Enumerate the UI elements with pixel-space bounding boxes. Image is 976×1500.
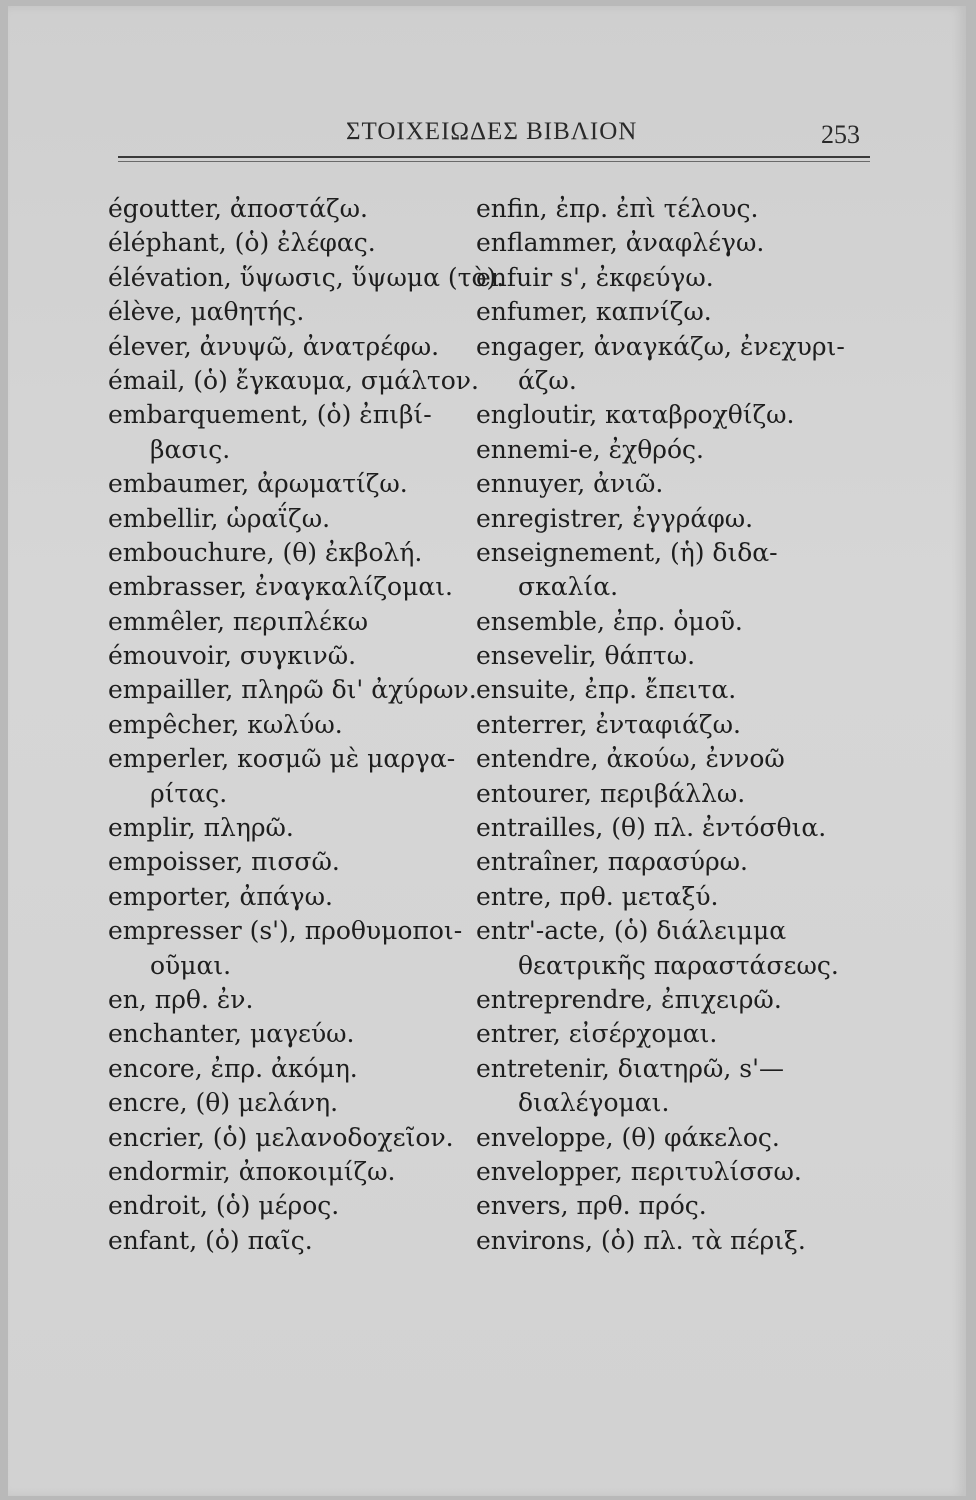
dictionary-entry: entrailles, (θ) πλ. ἐντόσθια. <box>476 813 827 843</box>
dictionary-entry: environs, (ὁ) πλ. τὰ πέριξ. <box>476 1225 806 1255</box>
dictionary-entry: ensuite, ἐπρ. ἔπειτα. <box>476 675 737 705</box>
dictionary-entry: entr'-acte, (ὁ) διάλειμμα <box>476 916 787 946</box>
dictionary-entry: entrer, εἰσέρχομαι. <box>476 1019 718 1049</box>
dictionary-entry-continuation: άζω. <box>518 365 577 395</box>
dictionary-entry: encore, ἐπρ. ἀκόμη. <box>108 1053 358 1083</box>
dictionary-entry: émouvoir, συγκινῶ. <box>108 641 357 671</box>
dictionary-entry: emplir, πληρῶ. <box>108 813 294 843</box>
dictionary-entry: élève, μαθητής. <box>108 297 305 327</box>
dictionary-entry: empresser (s'), προθυμοποι- <box>108 916 463 946</box>
dictionary-entry: enterrer, ἐνταφιάζω. <box>476 709 741 739</box>
dictionary-entry: ennemi-e, ἐχθρός. <box>476 434 704 464</box>
dictionary-entry: émail, (ὁ) ἔγκαυμα, σμάλτον. <box>108 365 479 395</box>
dictionary-entry: enveloppe, (θ) φάκελος. <box>476 1122 780 1152</box>
dictionary-entry: en, πρθ. ἐν. <box>108 984 254 1014</box>
dictionary-entry-continuation: θεατρικῆς παραστάσεως. <box>518 950 839 980</box>
dictionary-entry: encrier, (ὁ) μελανοδοχεῖον. <box>108 1122 454 1152</box>
dictionary-entry: entendre, ἀκούω, ἐννοῶ <box>476 744 785 774</box>
dictionary-entry: entretenir, διατηρῶ, s'— <box>476 1053 784 1083</box>
dictionary-entry: empêcher, κωλύω. <box>108 709 343 739</box>
dictionary-entry: élever, ἀνυψῶ, ἀνατρέφω. <box>108 331 440 361</box>
dictionary-entry-continuation: σκαλία. <box>518 572 619 602</box>
dictionary-entry: envelopper, περιτυλίσσω. <box>476 1156 802 1186</box>
dictionary-entry: embaumer, ἀρωματίζω. <box>108 469 408 499</box>
dictionary-entry: encre, (θ) μελάνη. <box>108 1088 339 1118</box>
dictionary-entry: engager, ἀναγκάζω, ἐνεχυρι- <box>476 331 845 361</box>
dictionary-entry-continuation: βασις. <box>150 434 231 464</box>
dictionary-entry: entraîner, παρασύρω. <box>476 847 748 877</box>
dictionary-entry: enfumer, καπνίζω. <box>476 297 712 327</box>
dictionary-entry-continuation: διαλέγομαι. <box>518 1088 670 1118</box>
dictionary-entry: entourer, περιβάλλω. <box>476 778 746 808</box>
page-number: 253 <box>821 120 860 149</box>
dictionary-entry: ensevelir, θάπτω. <box>476 641 696 671</box>
book-page <box>8 6 966 1496</box>
right-column <box>476 192 856 1258</box>
dictionary-entry: ennuyer, ἀνιῶ. <box>476 469 664 499</box>
dictionary-entry: emperler, κοσμῶ μὲ μαργα- <box>108 744 456 774</box>
dictionary-entry: embarquement, (ὁ) ἐπιβί- <box>108 400 432 430</box>
dictionary-entry: enfant, (ὁ) παῖς. <box>108 1225 313 1255</box>
dictionary-entry: enflammer, ἀναφλέγω. <box>476 228 765 258</box>
header-rule <box>118 156 870 158</box>
dictionary-entry: emporter, ἀπάγω. <box>108 881 333 911</box>
dictionary-entry-continuation: οῦμαι. <box>150 950 232 980</box>
dictionary-entry: empailler, πληρῶ δι' ἀχύρων. <box>108 675 477 705</box>
dictionary-entry: enchanter, μαγεύω. <box>108 1019 355 1049</box>
dictionary-entry: embouchure, (θ) ἐκβολή. <box>108 537 423 567</box>
dictionary-entry: enseignement, (ἡ) διδα- <box>476 537 778 567</box>
running-header: ΣΤΟΙΧΕΙΩΔΕΣ ΒΙΒΛΙΟΝ <box>346 118 638 145</box>
dictionary-entry: entre, πρθ. μεταξύ. <box>476 881 719 911</box>
dictionary-entry: endormir, ἀποκοιμίζω. <box>108 1156 396 1186</box>
header-rule-thin <box>118 161 870 162</box>
dictionary-entry: embellir, ὡραΐζω. <box>108 503 331 533</box>
dictionary-entry: envers, πρθ. πρός. <box>476 1191 707 1221</box>
dictionary-entry: élévation, ὕψωσις, ὕψωμα (τὸ). <box>108 262 505 292</box>
dictionary-entry: emmêler, περιπλέκω <box>108 606 369 636</box>
dictionary-entry: éléphant, (ὁ) ἐλέφας. <box>108 228 376 258</box>
dictionary-entry-continuation: ρίτας. <box>150 778 228 808</box>
dictionary-entry: enfin, ἐπρ. ἐπὶ τέλους. <box>476 194 759 223</box>
dictionary-entry: embrasser, ἐναγκαλίζομαι. <box>108 572 453 602</box>
dictionary-entry: égoutter, ἀποστάζω. <box>108 194 368 223</box>
dictionary-entry: endroit, (ὁ) μέρος. <box>108 1191 340 1221</box>
dictionary-entry: enfuir s', ἐκφεύγω. <box>476 262 714 292</box>
dictionary-entry: entreprendre, ἐπιχειρῶ. <box>476 984 782 1014</box>
dictionary-entry: engloutir, καταβροχθίζω. <box>476 400 795 430</box>
dictionary-entry: empoisser, πισσῶ. <box>108 847 340 877</box>
dictionary-entry: enregistrer, ἐγγράφω. <box>476 503 754 533</box>
left-column <box>108 192 505 1258</box>
dictionary-entry: ensemble, ἐπρ. ὁμοῦ. <box>476 606 743 636</box>
